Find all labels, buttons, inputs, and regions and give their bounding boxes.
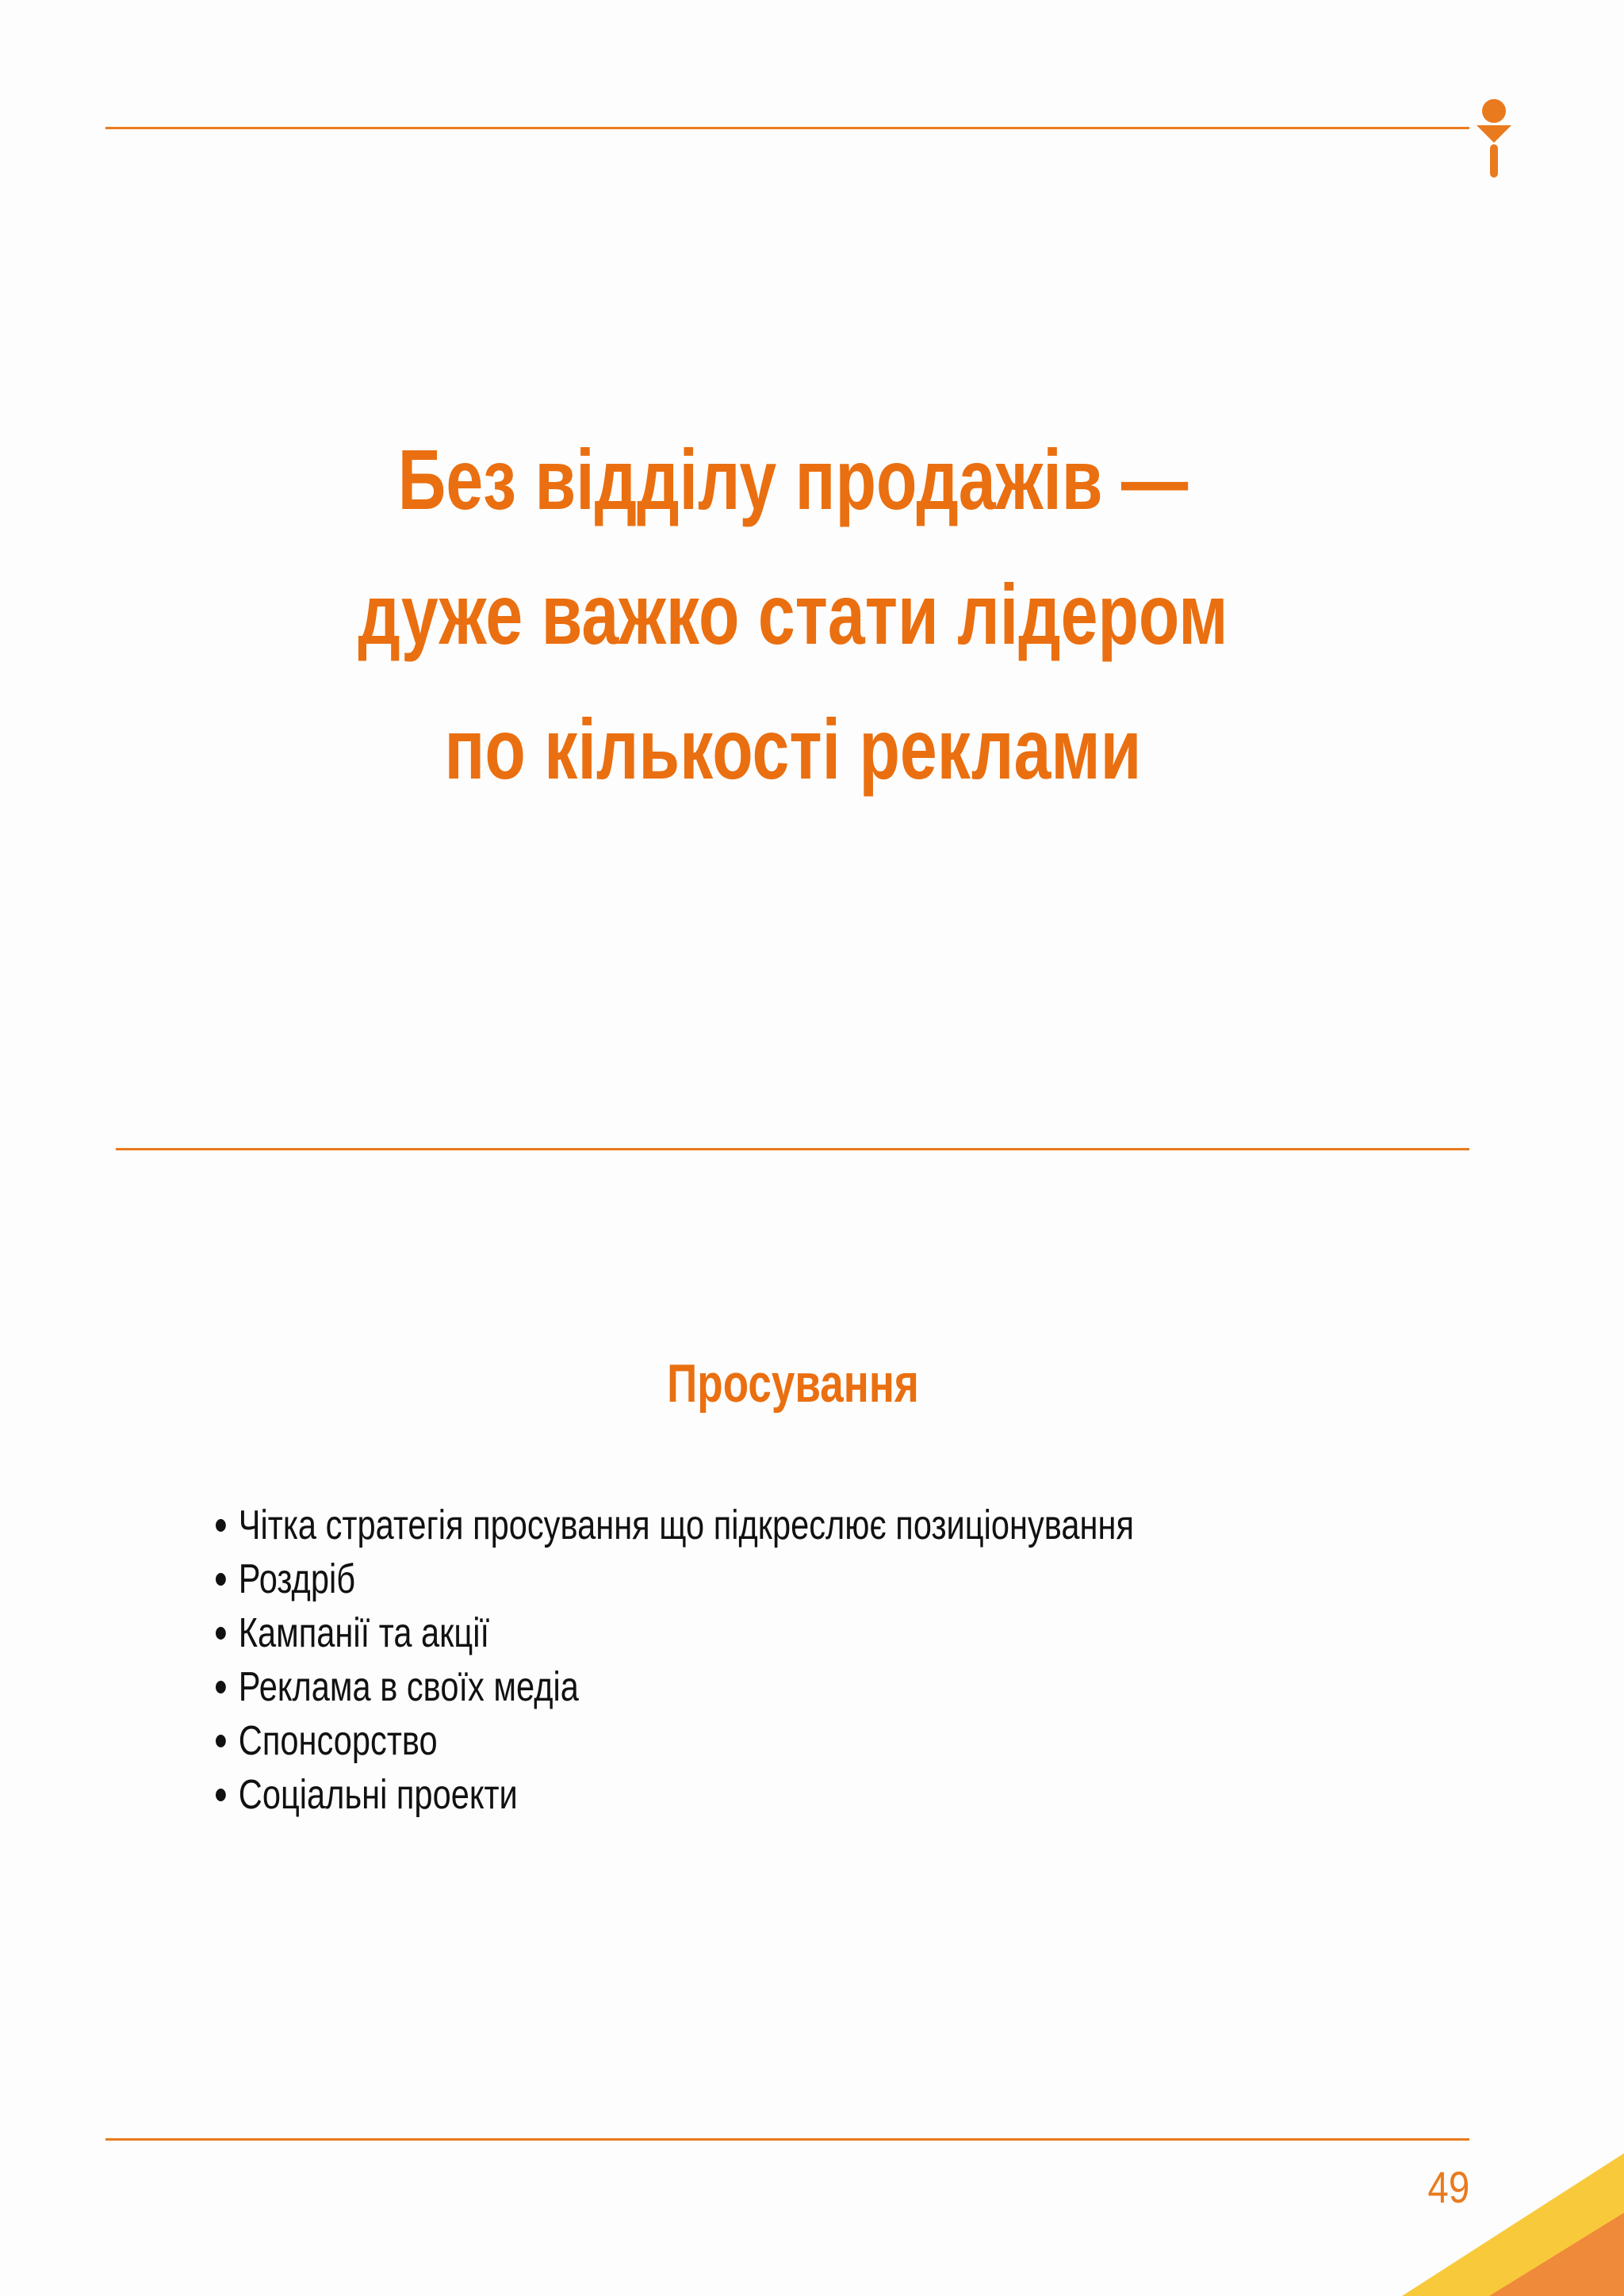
list-item (216, 1552, 1134, 1606)
bottom-divider (105, 2138, 1469, 2141)
section-title: Просування (667, 1353, 919, 1414)
list-item (216, 1606, 1134, 1660)
list-item (216, 1498, 1134, 1552)
list-item-text: Кампанії та акції (238, 1610, 490, 1656)
list-item-text: Реклама в своїх медіа (238, 1664, 579, 1710)
bullet-icon (216, 1681, 226, 1693)
middle-divider (116, 1148, 1469, 1150)
headline (174, 412, 1411, 817)
bullet-icon (216, 1735, 226, 1747)
list-item-text: Чітка стратегія просування що підкреслює позиціонування (238, 1502, 1135, 1548)
list-item (216, 1768, 1134, 1822)
list-item-text: Спонсорство (238, 1718, 438, 1764)
bullet-icon (216, 1627, 226, 1640)
bullet-icon (216, 1519, 226, 1532)
headline-line-2: дуже важко стати лідером (358, 566, 1228, 662)
page-number: 49 (1427, 2162, 1469, 2212)
top-divider (105, 127, 1469, 129)
bullet-list (216, 1498, 1134, 1822)
bullet-icon (216, 1573, 226, 1586)
headline-line-1: Без відділу продажів — (397, 431, 1189, 527)
person-logo-icon (1473, 98, 1515, 179)
list-item (216, 1714, 1134, 1768)
list-item (216, 1660, 1134, 1714)
bullet-icon (216, 1789, 226, 1801)
list-item-text: Роздріб (238, 1556, 356, 1602)
corner-decoration (1354, 2137, 1624, 2296)
list-item-text: Соціальні проекти (238, 1772, 518, 1818)
headline-line-3: по кількості реклами (444, 701, 1142, 797)
